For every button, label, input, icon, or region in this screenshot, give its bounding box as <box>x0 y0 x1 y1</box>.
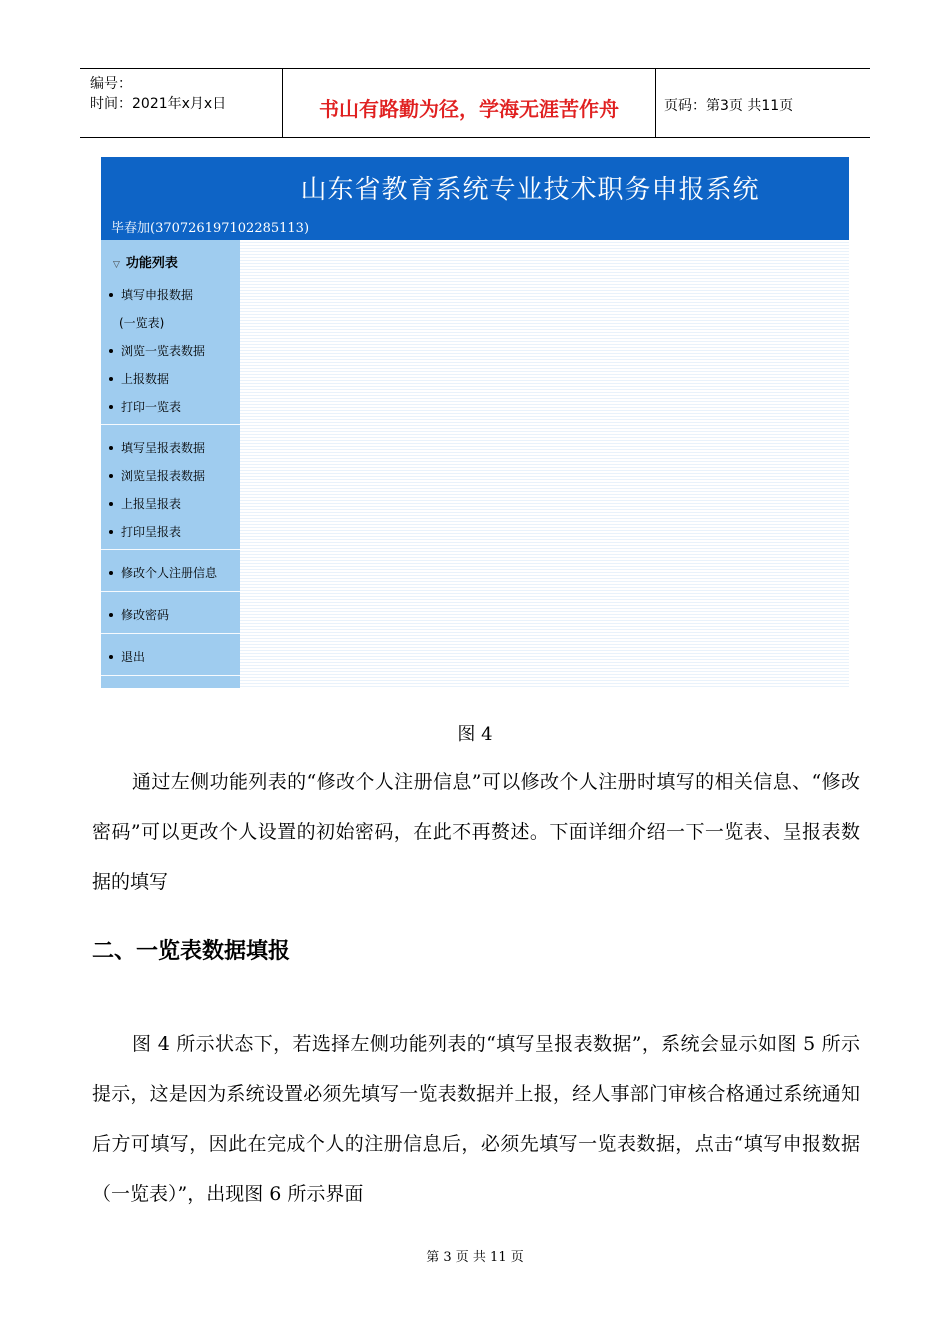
header-meta-cell <box>80 69 282 137</box>
menu-item-browse-summary[interactable]: 浏览一览表数据 <box>109 342 205 359</box>
collapse-triangle-icon: ▽ <box>113 260 120 270</box>
serial-number-label: 编号： <box>90 76 132 92</box>
menu-item-browse-report[interactable]: 浏览呈报表数据 <box>109 467 205 484</box>
current-user: 毕春加(370726197102285113) <box>111 221 310 236</box>
menu-divider <box>101 424 240 425</box>
content-area <box>240 240 849 688</box>
section-heading: 二、一览表数据填报 <box>92 939 291 964</box>
bullet-icon <box>109 474 113 478</box>
menu-title-label: 功能列表 <box>125 256 178 271</box>
menu-item-submit-report[interactable]: 上报呈报表 <box>109 495 181 512</box>
bullet-icon <box>109 655 113 659</box>
bullet-icon <box>109 613 113 617</box>
menu-item-fill-application-sub[interactable]: (一览表) <box>119 316 165 330</box>
date-label: 时间：2021年x月x日 <box>90 96 227 112</box>
menu-item-fill-report[interactable]: 填写呈报表数据 <box>109 439 205 456</box>
function-sidebar <box>101 240 240 688</box>
bullet-icon <box>109 571 113 575</box>
figure-4-screenshot <box>101 157 849 688</box>
bullet-icon <box>109 349 113 353</box>
menu-divider <box>101 591 240 592</box>
bullet-icon <box>109 502 113 506</box>
menu-item-print-summary[interactable]: 打印一览表 <box>109 398 181 415</box>
system-banner <box>101 157 849 240</box>
system-title: 山东省教育系统专业技术职务申报系统 <box>300 175 760 205</box>
bullet-icon <box>109 530 113 534</box>
menu-item-fill-application[interactable]: 填写申报数据 <box>109 286 193 303</box>
paragraph-1: 通过左侧功能列表的“修改个人注册信息”可以修改个人注册时填写的相关信息、“修改密码”可以更改个人设置的初始密码，在此不再赘述。下面详细介绍一下一览表、呈报表数据的填写 <box>92 771 860 893</box>
motto: 书山有路勤为径，学海无涯苦作舟 <box>319 97 619 121</box>
menu-item-logout[interactable]: 退出 <box>109 648 145 665</box>
menu-item-print-report[interactable]: 打印呈报表 <box>109 523 181 540</box>
bullet-icon <box>109 377 113 381</box>
document-header <box>80 68 870 138</box>
bullet-icon <box>109 405 113 409</box>
bullet-icon <box>109 293 113 297</box>
menu-item-submit-data[interactable]: 上报数据 <box>109 370 169 387</box>
header-page-cell <box>656 69 870 137</box>
figure-caption: 图 4 <box>457 724 493 745</box>
page-footer: 第 3 页 共 11 页 <box>426 1250 524 1265</box>
menu-divider <box>101 633 240 634</box>
menu-item-edit-registration[interactable]: 修改个人注册信息 <box>109 564 217 581</box>
menu-divider <box>101 675 240 676</box>
menu-divider <box>101 549 240 550</box>
page-info: 页码：第3页 共11页 <box>664 98 794 114</box>
paragraph-2: 图 4 所示状态下，若选择左侧功能列表的“填写呈报表数据”，系统会显示如图 5 所示提示，这是因为系统设置必须先填写一览表数据并上报，经人事部门审核合格通过系统通知后方可填写，因此在完成个人的注册信息后，必须先填写一览表数据，点击“填写申报数据（一览表）”，出现图 6 所示界面 <box>92 1033 860 1205</box>
menu-title[interactable] <box>113 252 178 271</box>
header-motto-cell <box>282 69 656 137</box>
menu-item-change-password[interactable]: 修改密码 <box>109 606 169 623</box>
bullet-icon <box>109 446 113 450</box>
